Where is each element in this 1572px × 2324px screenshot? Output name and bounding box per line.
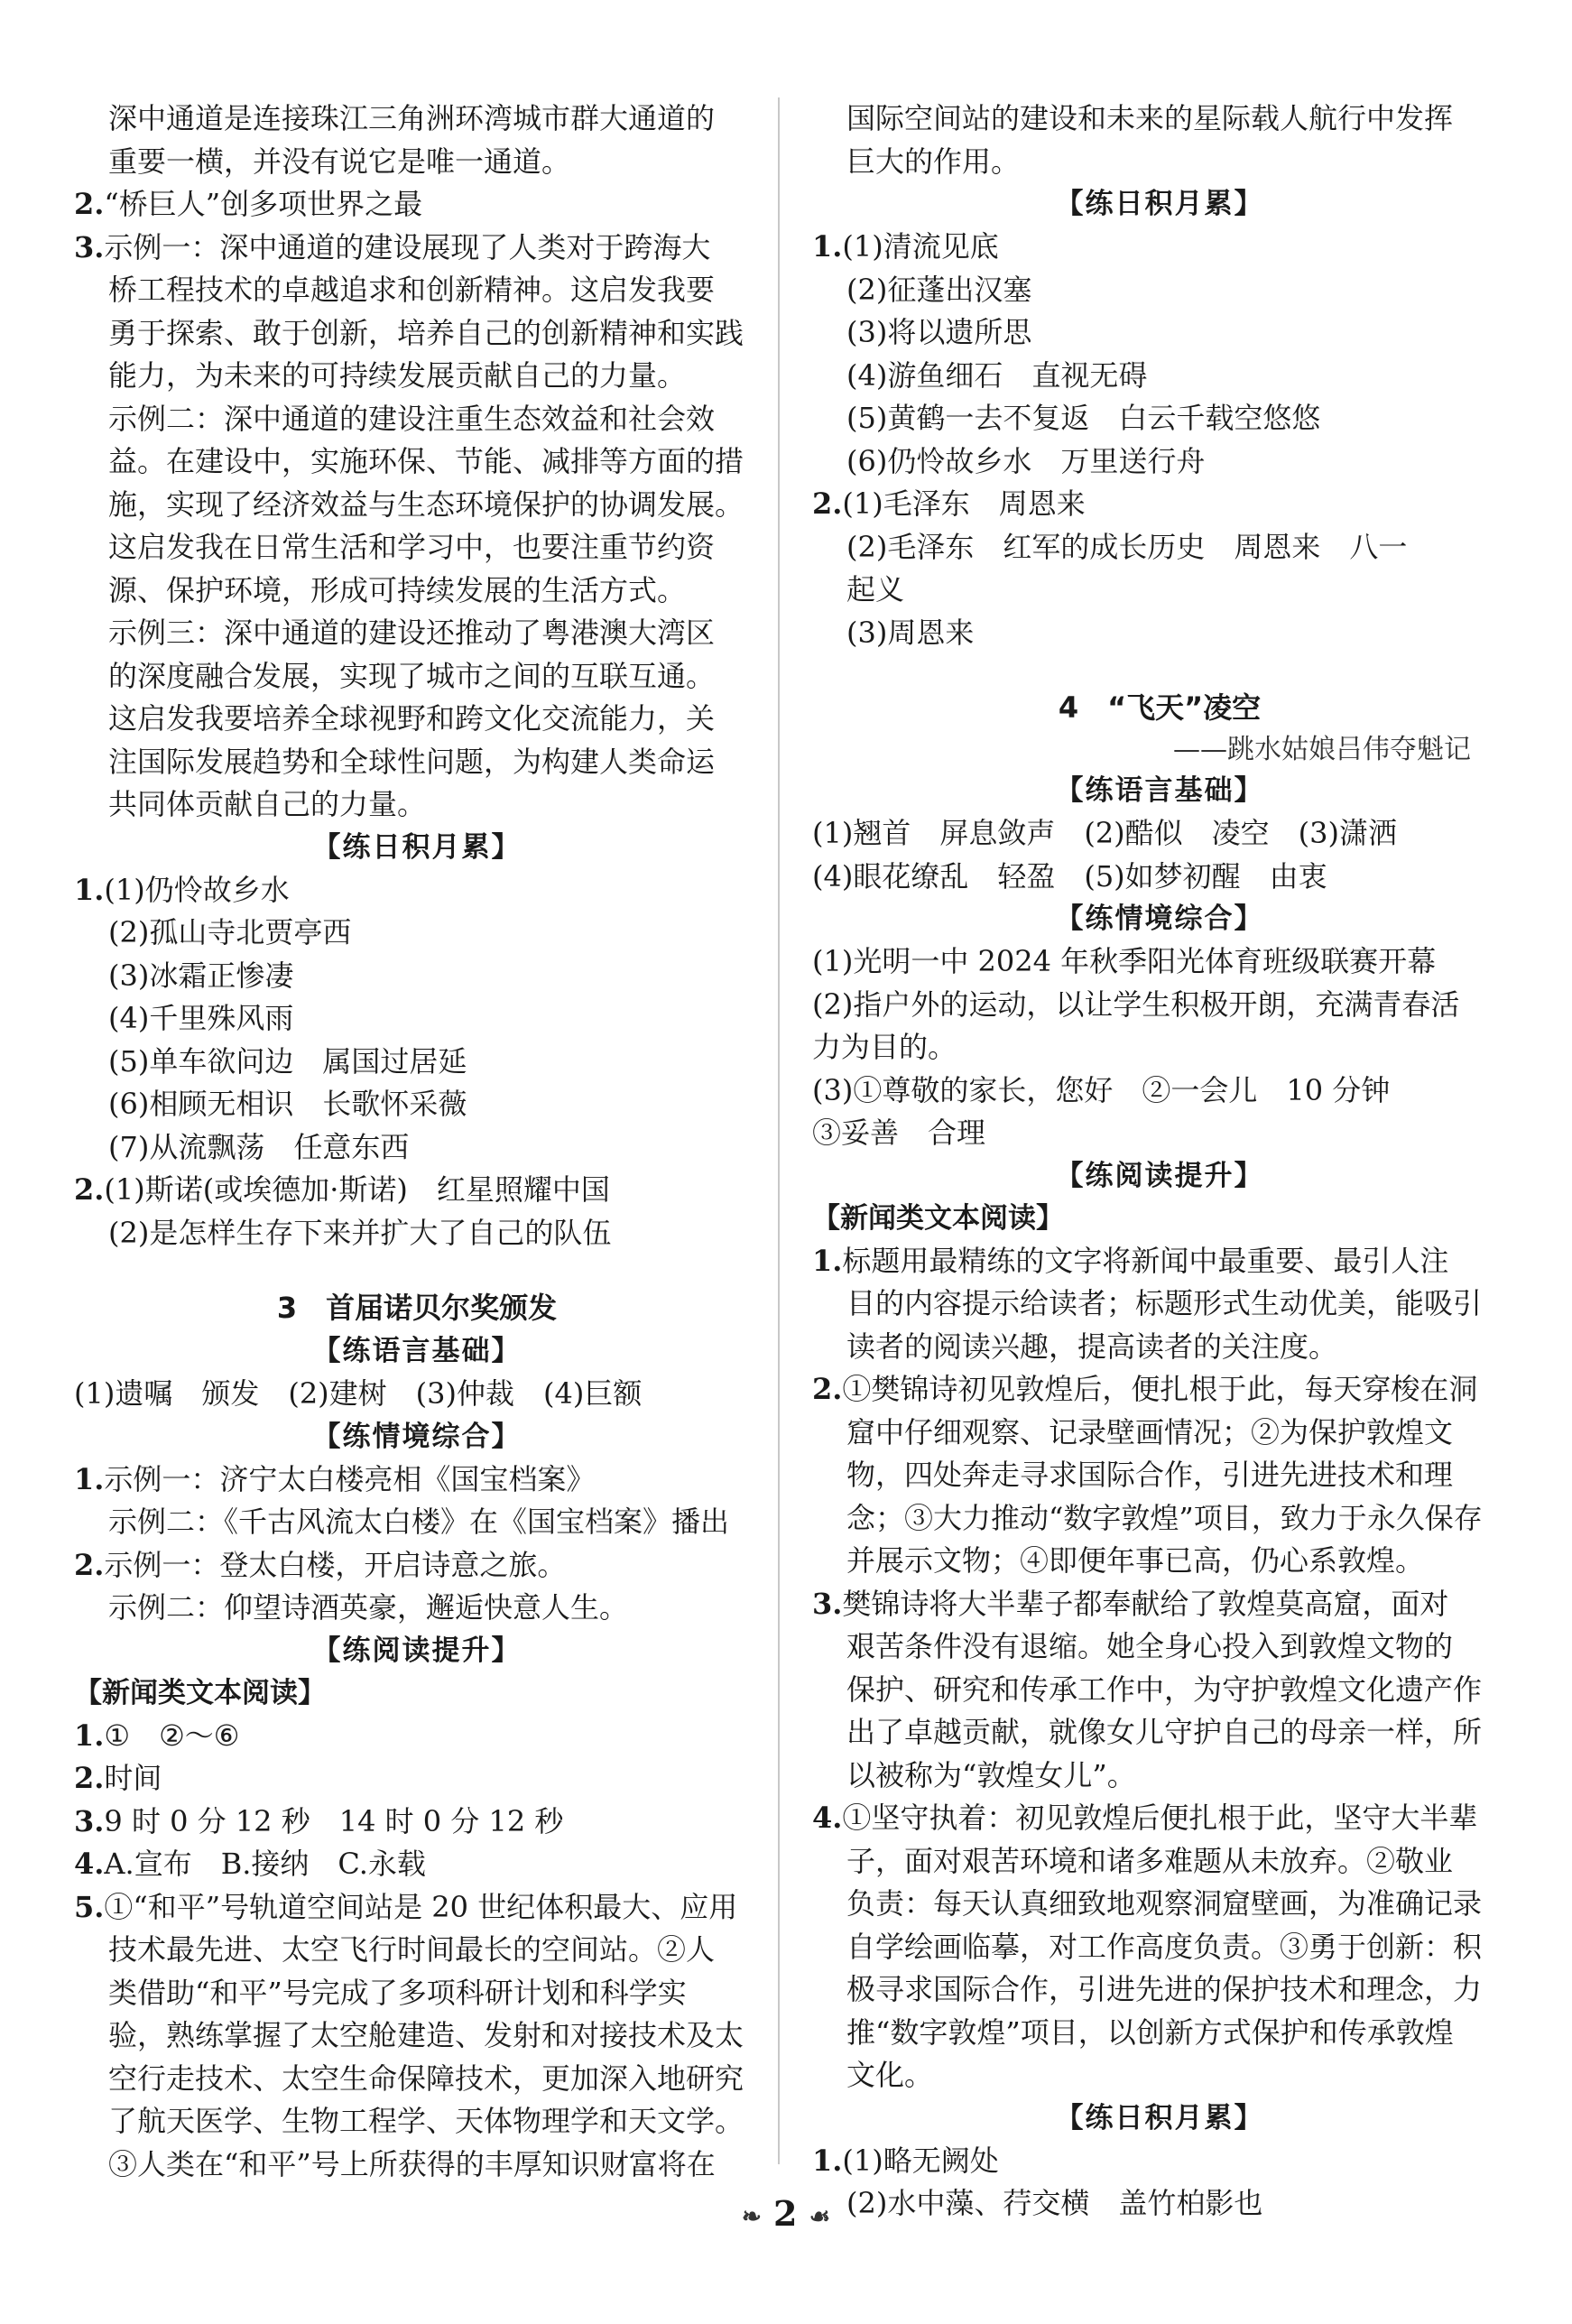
answer-line: 重要一横，并没有说它是唯一通道。 [108,144,571,179]
answer-text: ①坚守执着：初见敦煌后便扎根于此，坚守大半辈 [842,1801,1478,1835]
answer-line: 目的内容提示给读者；标题形式生动优美，能吸引 [846,1286,1483,1320]
answer-line: 读者的阅读兴趣，提高读者的关注度。 [846,1329,1338,1364]
section-header: 【练阅读提升】 [1055,1159,1264,1192]
answer-text: “桥巨人”创多项世界之最 [104,187,423,221]
answer-line: 国际空间站的建设和未来的星际载人航行中发挥 [846,101,1454,135]
page-footer [0,2193,1572,2234]
ornament-left-icon: ❧ [741,2203,762,2231]
answer-line: (3)将以遗所思 [846,315,1032,349]
answer-line: (4)眼花缭乱 轻盈 (5)如梦初醒 由衷 [812,858,1327,893]
answer-text: A.宣布 B.接纳 C.永载 [104,1847,426,1881]
answer-text: (1)仍怜故乡水 [104,872,290,907]
answer-line: 力为目的。 [812,1030,957,1064]
section-header: 【练语言基础】 [1055,774,1264,807]
question-number: 3. [74,1803,105,1838]
answer-line: 勇于探索、敢于创新，培养自己的创新精神和实践 [108,315,744,350]
question-number: 1. [74,1718,105,1753]
answer-line: 示例三：深中通道的建设还推动了粤港澳大湾区 [108,616,716,650]
answer-line: 出了卓越贡献，就像女儿守护自己的母亲一样，所 [846,1715,1483,1749]
left-column [74,97,760,2186]
answer-line: (3)①尊敬的家长，您好 ②一会儿 10 分钟 [812,1072,1391,1107]
page-number: 2 [773,2193,798,2234]
section-header: 【练阅读提升】 [312,1634,522,1667]
answer-line: 的深度融合发展，实现了城市之间的互联互通。 [108,658,716,693]
answer-line: 示例二：深中通道的建设注重生态效益和社会效 [108,401,716,436]
answer-line: 文化。 [846,2058,934,2092]
answer-line: 窟中仔细观察、记录壁画情况；②为保护敦煌文 [846,1414,1454,1449]
answer-text: 时间 [104,1761,162,1795]
answer-line [74,1757,760,1801]
answer-line [812,483,1507,526]
answer-line: (4)千里殊风雨 [108,1001,294,1035]
answer-line: ③妥善 合理 [812,1116,986,1150]
answer-text: 示例一：济宁太白楼亮相《国宝档案》 [104,1461,596,1496]
answer-text: (1)毛泽东 周恩来 [842,486,1086,521]
question-number: 2. [74,187,105,221]
answer-text: 标题用最精练的文字将新闻中最重要、最引人注 [842,1243,1449,1278]
section-header: 【练语言基础】 [312,1335,522,1367]
answer-line: (2)指户外的运动，以让学生积极开朗，充满青春活 [812,986,1460,1022]
answer-line: 这启发我在日常生活和学习中，也要注重节约资 [108,530,716,564]
question-number: 1. [812,1243,843,1278]
answer-line [74,869,760,912]
answer-line: 能力，为未来的可持续发展贡献自己的力量。 [108,358,687,393]
answer-line: (2)毛泽东 红军的成长历史 周恩来 八一 [846,529,1408,564]
question-number: 3. [74,229,105,264]
answer-line: 艰苦条件没有退缩。她全身心投入到敦煌文物的 [846,1629,1454,1663]
answer-line: (6)相顾无相识 长歌怀采薇 [108,1087,467,1121]
answer-line: (6)仍怜故乡水 万里送行舟 [846,443,1206,478]
answer-line: 负责：每天认真细致地观察洞窟壁画，为准确记录 [846,1886,1483,1921]
answer-line [74,1169,760,1212]
question-number: 2. [812,1372,843,1406]
answer-line: 以被称为“敦煌女儿”。 [846,1757,1136,1792]
column-divider [778,97,780,2164]
answer-line: (2)征蓬出汉塞 [846,272,1032,307]
answer-text: ①“和平”号轨道空间站是 20 世纪体积最大、应用 [104,1889,738,1924]
answer-line [812,1583,1507,1626]
answer-line [812,1368,1507,1412]
section-header: 【练日积月累】 [1055,2101,1264,2134]
answer-line: 深中通道是连接珠江三角洲环湾城市群大通道的 [108,101,716,135]
answer-line: 起义 [846,572,905,606]
answer-line: (7)从流飘荡 任意东西 [108,1129,410,1164]
answer-line: 极寻求国际合作，引进先进的保护技术和理念，力 [846,1972,1483,2006]
section-header: 【练日积月累】 [312,830,522,864]
answer-line: 巨大的作用。 [846,144,1021,179]
question-number: 1. [812,2143,843,2178]
answer-line: (4)游鱼细石 直视无碍 [846,357,1148,393]
answer-line [74,1715,760,1758]
answer-line: 源、保护环境，形成可持续发展的生活方式。 [108,572,687,607]
answer-line: 这启发我要培养全球视野和跨文化交流能力，关 [108,701,716,736]
answer-line: 念；③大力推动“数字敦煌”项目，致力于永久保存 [846,1500,1483,1535]
answer-line: 示例二：仰望诗酒英豪，邂逅快意人生。 [108,1590,629,1625]
question-number: 2. [812,486,843,521]
subsection-header: 【新闻类文本阅读】 [74,1676,326,1709]
answer-line [74,227,760,270]
answer-text: 示例一：深中通道的建设展现了人类对于跨海大 [104,229,711,264]
answer-line: 施，实现了经济效益与生态环境保护的协调发展。 [108,486,744,522]
answer-line: 桥工程技术的卓越追求和创新精神。这启发我要 [108,273,716,307]
answer-text: 樊锦诗将大半辈子都奉献给了敦煌莫高窟，面对 [842,1586,1449,1621]
question-number: 2. [74,1547,105,1582]
answer-line: (1)遗嘱 颁发 (2)建树 (3)仲裁 (4)巨额 [74,1376,643,1411]
answer-line: 共同体贡献自己的力量。 [108,787,427,821]
answer-text: 示例一：登太白楼，开启诗意之旅。 [104,1547,567,1582]
lesson-title: 3 首届诺贝尔奖颁发 [276,1291,558,1325]
answer-line: 自学绘画临摹，对工作高度负责。③勇于创新：积 [846,1929,1483,1964]
answer-line: 推“数字敦煌”项目，以创新方式保护和传承敦煌 [846,2014,1454,2050]
answer-line [74,1458,760,1502]
answer-text: 9 时 0 分 12 秒 14 时 0 分 12 秒 [104,1803,564,1838]
question-number: 4. [74,1847,105,1881]
answer-line: 保护、研究和传承工作中，为守护敦煌文化遗产作 [846,1671,1483,1707]
answer-line: 了航天医学、生物工程学、天体物理学和天文学。 [108,2104,744,2138]
subsection-header: 【新闻类文本阅读】 [812,1201,1064,1235]
question-number: 3. [812,1586,843,1621]
question-number: 2. [74,1172,105,1207]
question-number: 5. [74,1889,105,1924]
answer-line: (3)周恩来 [846,615,975,650]
answer-line: (2)水中藻、荇交横 盖竹柏影也 [846,2186,1263,2220]
answer-line: 示例二：《千古风流太白楼》在《国宝档案》播出 [108,1505,730,1539]
answer-line [812,2140,1507,2183]
answer-text: (1)略无阙处 [842,2143,999,2178]
answer-line: (1)翘首 屏息敛声 (2)酷似 凌空 (3)潇洒 [812,816,1397,850]
question-number: 2. [74,1761,105,1795]
section-header: 【练日积月累】 [1055,188,1264,220]
answer-line: (2)是怎样生存下来并扩大了自己的队伍 [108,1215,612,1250]
answer-line: (2)孤山寺北贾亭西 [108,915,352,949]
answer-text: (1)清流见底 [842,229,999,264]
question-number: 1. [812,229,843,264]
answer-line: (5)单车欲问边 属国过居延 [108,1043,467,1079]
lesson-title: 4 “飞天”凌空 [1058,690,1262,725]
answer-line: 并展示文物；④即便年事已高，仍心系敦煌。 [846,1543,1425,1578]
answer-line [74,1544,760,1588]
section-header: 【练情境综合】 [1055,903,1264,935]
answer-line: (5)黄鹤一去不复返 白云千载空悠悠 [846,401,1321,435]
question-number: 4. [812,1801,843,1835]
right-column [812,97,1507,2226]
answer-line: ③人类在“和平”号上所获得的丰厚知识财富将在 [108,2146,716,2181]
question-number: 1. [74,872,105,907]
answer-line [812,226,1507,269]
answer-line: 益。在建设中，实施环保、节能、减排等方面的措 [108,444,744,478]
answer-line [74,1801,760,1844]
answer-line: 类借助“和平”号完成了多项科研计划和科学实 [108,1975,687,2010]
answer-line: 物，四处奔走寻求国际合作，引进先进技术和理 [846,1458,1454,1492]
answer-line: 技术最先进、太空飞行时间最长的空间站。②人 [108,1932,716,1967]
answer-line: 验，熟练掌握了太空舱建造、发射和对接技术及太 [108,2018,744,2052]
answer-text: (1)斯诺(或埃德加·斯诺) 红星照耀中国 [104,1172,610,1207]
answer-line [812,1797,1507,1840]
question-number: 1. [74,1461,105,1496]
answer-line: (1)光明一中 2024 年秋季阳光体育班级联赛开幕 [812,944,1437,978]
answer-line: 注国际发展趋势和全球性问题，为构建人类命运 [108,744,716,779]
answer-line: (3)冰霜正惨凄 [108,958,294,993]
answer-text: ① ②～⑥ [104,1718,240,1753]
lesson-subtitle: ——跳水姑娘吕伟夺魁记 [1173,734,1471,765]
answer-line [74,183,760,227]
section-header: 【练情境综合】 [312,1420,522,1453]
answer-line: 空行走技术、太空生命保障技术，更加深入地研究 [108,2060,744,2096]
answer-line [74,1843,760,1886]
ornament-right-icon: ☙ [809,2203,831,2231]
answer-line [812,1240,1507,1283]
answer-line: 子，面对艰苦环境和诸多难题从未放弃。②敬业 [846,1843,1454,1878]
answer-text: ①樊锦诗初见敦煌后，便扎根于此，每天穿梭在洞 [842,1372,1478,1406]
answer-line [74,1886,760,1930]
